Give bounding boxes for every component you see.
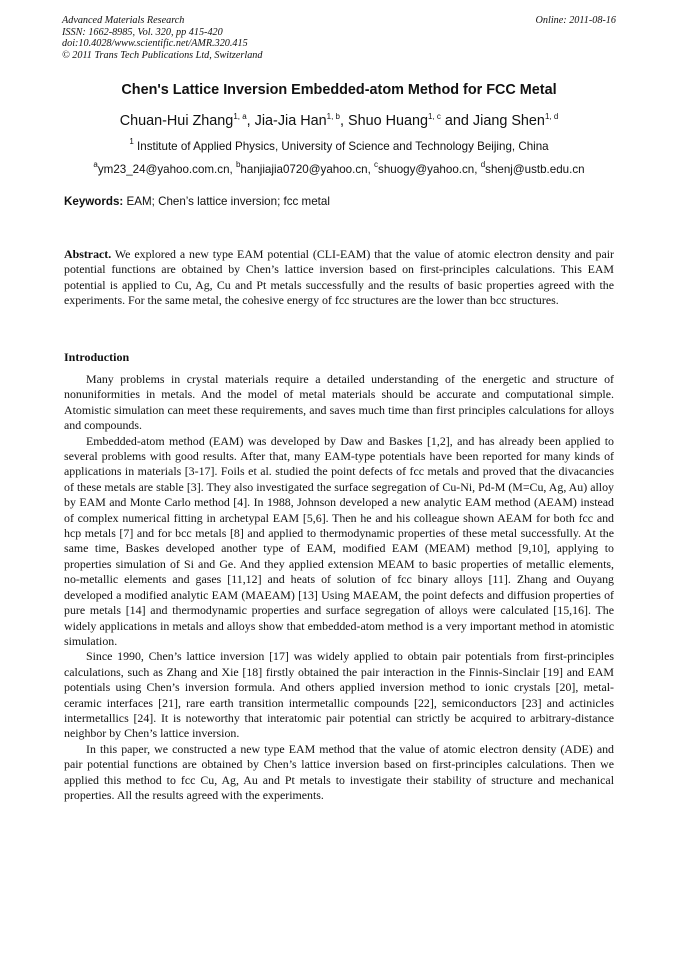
- email-link[interactable]: hanjiajia0720@yahoo.cn,: [240, 163, 375, 176]
- author-name: Shuo Huang: [347, 113, 428, 129]
- introduction-heading: Introduction: [64, 350, 130, 364]
- email-list: [40, 160, 638, 176]
- paragraph: Since 1990, Chen’s lattice inversion [17] was widely applied to obtain pair potentials from first-principles calculations, such as Zhang and Xie [18] firstly obtained the pair interaction in the Finnis-Sinclair [19] and EAM potentials using Chen’s inversion formula. And others applied inversion method to ionic crystals [20], metal-ceramic interfaces [21], rare earth transition intermetallic compounds [22], semiconductors [23] and actinicles intermetallics [24]. It is noteworthy that interatomic pair potential can strictly be acquired to arbitrary-distance neighbor by Chen’s lattice inversion.: [64, 649, 614, 741]
- abstract-text: We explored a new type EAM potential (CLI-EAM) that the value of atomic electron density and pair potential functions are obtained by Chen’s lattice inversion based on first-principles calculations. This EAM potential is applied to Cu, Ag, Cu and Pt metals successfully and the results of basic properties agreed with the experiments. For the same metal, the cohesive energy of fcc structures are the lower than bcc structures.: [64, 247, 614, 308]
- keywords-label: Keywords:: [64, 195, 124, 208]
- issn-line: ISSN: 1662-8985, Vol. 320, pp 415-420: [62, 26, 223, 38]
- paragraph: Many problems in crystal materials require a detailed understanding of the energetic and structure of nonuniformities in metals. And the model of metal materials should be accurate and computational simple. Atomistic simulation can meet these requirements, and saves much time than first principles calculations for alloys and compounds.: [64, 372, 614, 433]
- paragraph: Embedded-atom method (EAM) was developed by Daw and Baskes [1,2], and has already been applied to several problems with good results. After that, many EAM-type potentials have been reported for many kinds of applications in materials [3-17]. Foils et al. studied the point defects of fcc metals and proved that the divacancies of these metals are stable [3]. They also investigated the surface segregation of Cu-Ni, Pd-M (M=Cu, Ag, Au) alloy by EAM and Monte Carlo method [4]. In 1988, Johnson developed a new analytic EAM method (AEAM) instead of complex numerical fitting in archetypal EAM [5,6]. Then he and his colleague shown AEAM for both fcc and hcp metals [7] and for bcc metals [8] and applied to thermodynamic properties of these metal successfully. At the same time, Baskes developed another type of EAM, modified EAM (MEAM) method [9,10], applying to properties simulation of Si and Ge. And they applied extension MEAM to basic properties of metallic elements, no-metallic elements and gases [11,12] and heats of solution of fcc binary alloys [11]. Zhang and Ouyang developed a modified analytic EAM (MAEAM) [13] Using MAEAM, the point defects and diffusion properties of pure metals [14] and thermodynamic properties and surface segregation of alloys were calculated [15,16]. The widely applications in metals and alloys show that embedded-atom method is a very important method in atomistic simulation.: [64, 433, 614, 648]
- author-name: Jiang Shen: [472, 113, 545, 129]
- email-link[interactable]: shuogy@yahoo.cn,: [378, 163, 481, 176]
- author-name: Jia-Jia Han: [254, 113, 327, 129]
- author-list: [40, 112, 638, 129]
- email-sup: c: [374, 160, 379, 169]
- online-date: Online: 2011-08-16: [535, 15, 616, 26]
- doi-line: doi:10.4028/www.scientific.net/AMR.320.415: [62, 38, 248, 50]
- affiliation: [40, 137, 638, 153]
- journal-header: [62, 15, 616, 61]
- affiliation-text: Institute of Applied Physics, University of Science and Technology Beijing, China: [137, 140, 549, 153]
- author-sup: 1, d: [544, 112, 559, 121]
- author-name: Chuan-Hui Zhang: [119, 113, 234, 129]
- paragraph: In this paper, we constructed a new type EAM method that the value of atomic electron density (ADE) and pair potential functions are obtained by Chen’s lattice inversion based on first-principles calculations. Then we applied this method to fcc Cu, Ag, Au and Pt metals to investigate their stability of structure and mechanical properties. All the results agreed with the experiments.: [64, 741, 614, 802]
- author-and: and: [440, 113, 473, 129]
- email-sup: d: [480, 160, 486, 169]
- keywords: [64, 195, 330, 208]
- author-separator: ,: [339, 113, 348, 129]
- author-separator: ,: [246, 113, 255, 129]
- email-sup: b: [235, 160, 241, 169]
- author-sup: 1, a: [233, 112, 247, 121]
- author-sup: 1, c: [428, 112, 441, 121]
- keywords-text: EAM; Chen’s lattice inversion; fcc metal: [123, 195, 330, 208]
- journal-name: Advanced Materials Research: [62, 15, 185, 26]
- copyright-line: © 2011 Trans Tech Publications Ltd, Switzerland: [62, 49, 263, 61]
- abstract: [64, 247, 614, 309]
- email-link[interactable]: ym23_24@yahoo.com.cn,: [97, 163, 236, 176]
- affiliation-sup: 1: [129, 137, 134, 146]
- introduction-body: [64, 372, 614, 803]
- author-sup: 1, b: [326, 112, 340, 121]
- paper-title: Chen's Lattice Inversion Embedded-atom Method for FCC Metal: [121, 82, 557, 98]
- email-link[interactable]: shenj@ustb.edu.cn: [485, 163, 585, 176]
- email-sup: a: [93, 160, 98, 169]
- abstract-label: Abstract.: [64, 247, 112, 261]
